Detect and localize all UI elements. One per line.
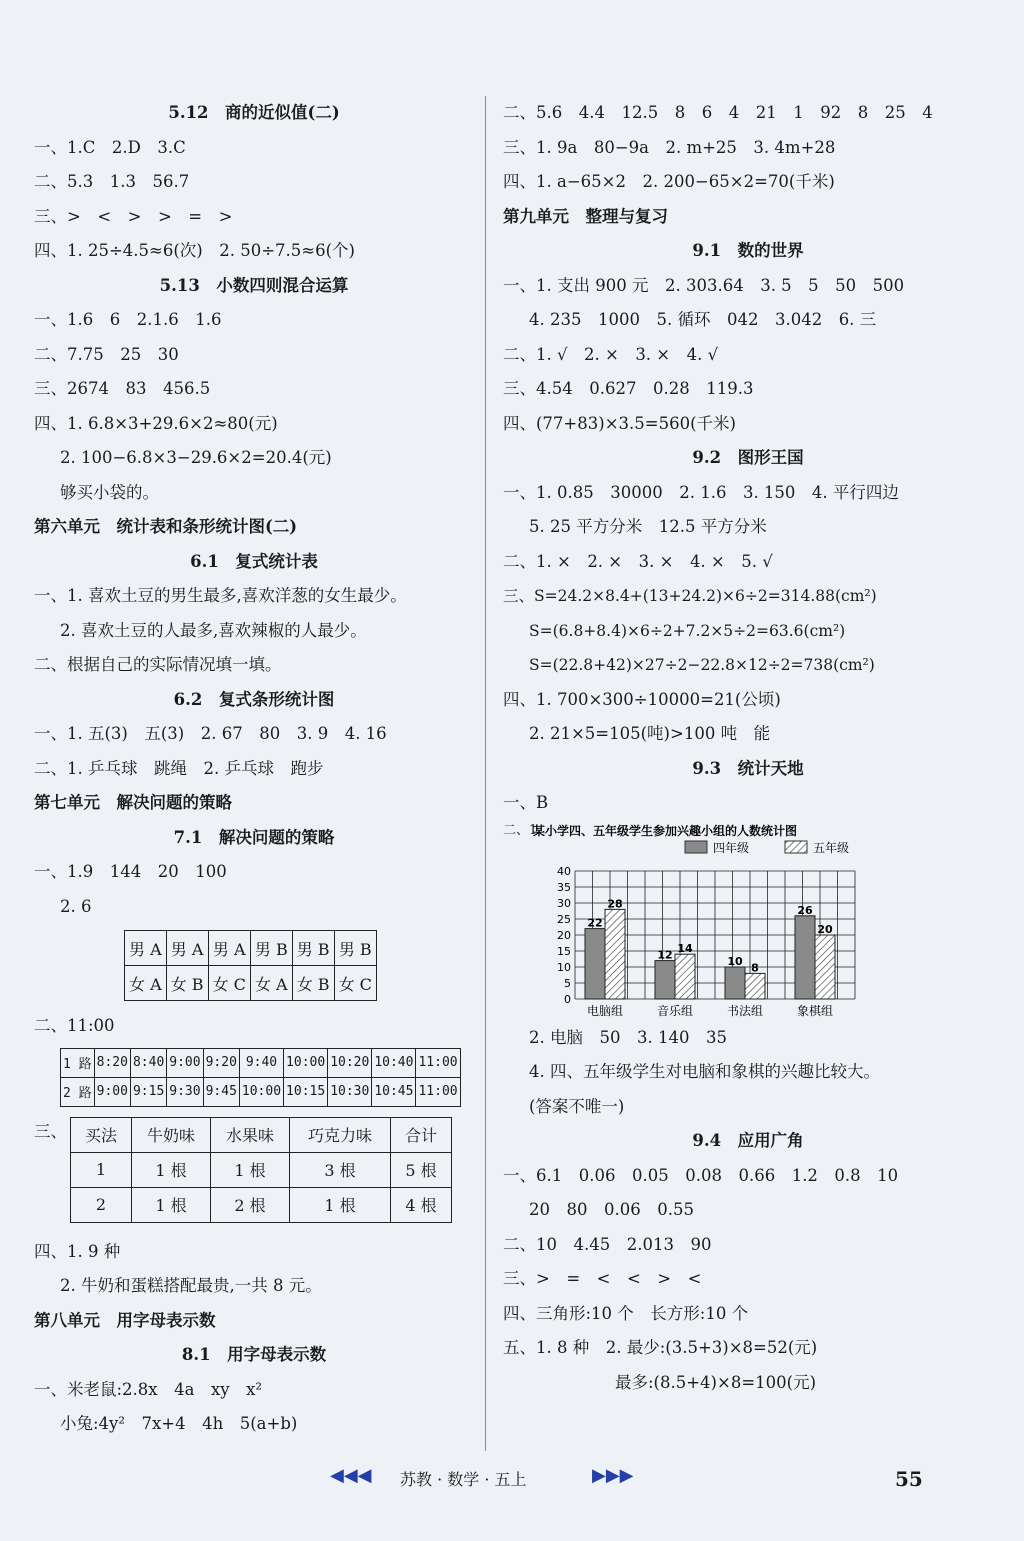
section-title: 8.1 用字母表示数 (181, 1345, 327, 1364)
answer-line: 二、1. √ 2. × 3. × 4. √ (503, 344, 719, 364)
table-cell: 4 根 (391, 1187, 452, 1222)
table-header-cell: 合计 (391, 1117, 452, 1152)
answer-line: 一、1.C 2.D 3.C (34, 137, 186, 157)
section-title: 5.12 商的近似值(二) (168, 103, 340, 122)
answer-line: 一、米老鼠:2.8x 4a xy x² (34, 1379, 262, 1399)
table-cell: 1 根 (132, 1152, 211, 1187)
x-tick-label: 象棋组 (796, 1003, 834, 1018)
table-cell: 5 根 (391, 1152, 452, 1187)
y-tick-label: 35 (557, 880, 571, 894)
table-cell: 9:15 (130, 1077, 166, 1106)
table-cell: 1 路 (61, 1048, 95, 1077)
table-cell: 10:15 (284, 1077, 328, 1106)
chart-title: 某小学四、五年级学生参加兴趣小组的人数统计图 (533, 823, 798, 838)
table-row (125, 931, 377, 966)
answer-line: 2. 电脑 50 3. 140 35 (529, 1027, 727, 1047)
table-cell: 1 (71, 1152, 132, 1187)
table-cell: 8:20 (94, 1048, 130, 1077)
answer-line: 一、1.9 144 20 100 (34, 862, 227, 881)
table-cell: 9:20 (203, 1048, 239, 1077)
table-cell: 女 A (125, 966, 167, 1001)
table-cell: 10:40 (372, 1048, 416, 1077)
unit-title: 第七单元 解决问题的策略 (34, 793, 232, 812)
section-title: 9.2 图形王国 (692, 448, 804, 467)
data-label: 26 (797, 903, 813, 917)
table-row (71, 1187, 452, 1222)
table-cell: 10:00 (284, 1048, 328, 1077)
table-header-cell: 牛奶味 (132, 1117, 211, 1152)
y-tick-label: 25 (557, 912, 571, 926)
unit-title: 第九单元 整理与复习 (503, 206, 668, 226)
table-cell: 11:00 (416, 1077, 460, 1106)
answer-line: 三、2674 83 456.5 (34, 379, 211, 398)
answer-line: S=(6.8+8.4)×6÷2+7.2×5÷2=63.6(cm²) (529, 621, 846, 640)
table-cell: 10:00 (239, 1077, 283, 1106)
right-column (503, 96, 993, 1400)
legend-swatch-grade4 (685, 841, 707, 853)
bar-grade4 (655, 960, 675, 998)
answer-line: 二、10 4.45 2.013 90 (503, 1234, 712, 1254)
bar-grade5 (815, 935, 835, 999)
table-cell: 9:00 (94, 1077, 130, 1106)
bar-grade5 (745, 973, 765, 999)
answer-line: 二、根据自己的实际情况填一填。 (34, 655, 282, 674)
table-cell: 男 A (208, 931, 250, 966)
footer-label: 苏教 · 数学 · 五上 (400, 1470, 527, 1489)
answer-line: 四、三角形:10 个 长方形:10 个 (503, 1303, 749, 1323)
bar-grade4 (725, 967, 745, 999)
table-cell: 1 根 (132, 1187, 211, 1222)
table-cell: 男 B (292, 931, 334, 966)
answer-line: 一、1. 0.85 30000 2. 1.6 3. 150 4. 平行四边 (503, 482, 899, 502)
table-cell: 10:20 (328, 1048, 372, 1077)
table-cell: 男 B (250, 931, 292, 966)
answer-line: 二、1. 乒乓球 跳绳 2. 乒乓球 跑步 (34, 758, 324, 778)
pairing-table (124, 930, 377, 1001)
table-cell: 10:30 (328, 1077, 372, 1106)
table-cell: 3 根 (290, 1152, 391, 1187)
chart-plot-area (557, 865, 855, 1018)
table-cell: 女 B (166, 966, 208, 1001)
chart-legend (685, 840, 849, 855)
answer-line: S=(22.8+42)×27÷2−22.8×12÷2=738(cm²) (529, 656, 875, 674)
table-cell: 女 A (250, 966, 292, 1001)
bar-grade4 (585, 928, 605, 998)
table-cell: 1 根 (211, 1152, 290, 1187)
section-title: 6.2 复式条形统计图 (173, 689, 335, 709)
y-tick-label: 0 (564, 992, 571, 1006)
answer-line: 2. 喜欢土豆的人最多,喜欢辣椒的人最少。 (60, 620, 367, 640)
bar-grade5 (605, 909, 625, 999)
answer-line: 四、1. 700×300÷10000=21(公顷) (503, 689, 781, 709)
table-cell: 10:45 (372, 1077, 416, 1106)
table-cell: 男 A (125, 931, 167, 966)
answer-line: 20 80 0.06 0.55 (529, 1200, 694, 1219)
table-cell: 9:45 (203, 1077, 239, 1106)
table-header-cell: 买法 (71, 1117, 132, 1152)
table-cell: 9:00 (167, 1048, 203, 1077)
answer-line: 一、1. 五(3) 五(3) 2. 67 80 3. 9 4. 16 (34, 724, 387, 743)
table-cell: 女 B (292, 966, 334, 1001)
x-tick-label: 音乐组 (656, 1003, 694, 1018)
answer-line: 一、1. 喜欢土豆的男生最多,喜欢洋葱的女生最少。 (34, 586, 407, 605)
answer-line: 够买小袋的。 (60, 482, 159, 502)
answer-line: 二、1. × 2. × 3. × 4. × 5. √ (503, 551, 773, 571)
answer-line: 三、4.54 0.627 0.28 119.3 (503, 379, 754, 398)
buy-method-block (34, 1115, 474, 1235)
answer-line: 四、1. 25÷4.5≈6(次) 2. 50÷7.5≈6(个) (34, 241, 355, 260)
table-cell: 女 C (208, 966, 250, 1001)
answer-line: 一、1. 支出 900 元 2. 303.64 3. 5 5 50 500 (503, 275, 905, 295)
answer-line: 小兔:4y² 7x+4 4h 5(a+b) (60, 1414, 298, 1433)
bar-grade5 (675, 954, 695, 999)
data-label: 10 (727, 954, 743, 968)
answer-line: 二、7.75 25 30 (34, 344, 179, 364)
x-tick-label: 电脑组 (586, 1003, 624, 1018)
answer-line: 一、B (503, 793, 549, 812)
table-row (61, 1048, 461, 1077)
bar-chart (503, 821, 983, 1021)
section-title: 5.13 小数四则混合运算 (159, 275, 349, 295)
table-cell: 2 路 (61, 1077, 95, 1106)
bus-schedule-table (60, 1048, 461, 1107)
answer-line: 一、6.1 0.06 0.05 0.08 0.66 1.2 0.8 10 (503, 1165, 899, 1185)
table-cell: 男 A (166, 931, 208, 966)
y-tick-label: 30 (557, 896, 571, 910)
data-label: 12 (657, 948, 673, 962)
answer-line: 4. 四、五年级学生对电脑和象棋的兴趣比较大。 (529, 1062, 880, 1081)
table-cell: 9:30 (167, 1077, 203, 1106)
page-footer (0, 1457, 1024, 1497)
table-header-cell: 水果味 (211, 1117, 290, 1152)
y-tick-label: 5 (564, 976, 571, 990)
left-arrows-icon: ◀◀◀ (330, 1465, 372, 1486)
unit-title: 第六单元 统计表和条形统计图(二) (34, 517, 298, 536)
answer-line: 5. 25 平方分米 12.5 平方分米 (529, 517, 767, 536)
table-cell: 9:40 (239, 1048, 283, 1077)
answer-line: 2. 100−6.8×3−29.6×2=20.4(元) (60, 448, 332, 467)
legend-label-grade4: 四年级 (713, 840, 750, 855)
table-row (71, 1152, 452, 1187)
answer-line: 四、1. a−65×2 2. 200−65×2=70(千米) (503, 172, 835, 191)
answer-line: 最多:(8.5+4)×8=100(元) (615, 1372, 817, 1392)
answer-line: 2. 牛奶和蛋糕搭配最贵,一共 8 元。 (60, 1276, 322, 1295)
answer-line: 三、> < > > = > (34, 206, 233, 226)
table-cell: 女 C (334, 966, 376, 1001)
page-number: 55 (895, 1467, 923, 1491)
answer-line: 2. 6 (60, 896, 92, 916)
table-cell: 2 (71, 1187, 132, 1222)
data-label: 28 (607, 896, 623, 910)
answer-line: 三、S=24.2×8.4+(13+24.2)×6÷2=314.88(cm²) (503, 587, 877, 605)
table-cell: 11:00 (416, 1048, 460, 1077)
table-row (125, 966, 377, 1001)
answer-line: 四、1. 6.8×3+29.6×2≈80(元) (34, 413, 278, 433)
answer-line: 一、1.6 6 2.1.6 1.6 (34, 310, 222, 329)
answer-line: 二、1. (503, 822, 542, 838)
chart-block (503, 821, 993, 1021)
answer-line: (答案不唯一) (529, 1096, 625, 1116)
left-column (34, 96, 474, 1442)
x-tick-label: 书法组 (726, 1003, 764, 1018)
table-cell: 男 B (334, 931, 376, 966)
y-tick-label: 10 (557, 960, 571, 974)
unit-title: 第八单元 用字母表示数 (34, 1310, 216, 1330)
section-title: 6.1 复式统计表 (190, 551, 318, 571)
section-title: 9.4 应用广角 (692, 1131, 804, 1150)
buy-method-table (70, 1117, 452, 1223)
column-divider (485, 96, 486, 1451)
table-row (71, 1117, 452, 1152)
answer-line: 四、(77+83)×3.5=560(千米) (503, 413, 736, 433)
answer-line: 4. 235 1000 5. 循环 042 3.042 6. 三 (529, 310, 877, 329)
data-label: 8 (751, 960, 759, 974)
data-label: 20 (817, 922, 833, 936)
y-tick-label: 20 (557, 928, 571, 942)
answer-line: 四、1. 9 种 (34, 1241, 121, 1261)
answer-line: 二、11:00 (34, 1016, 115, 1035)
answer-line: 三、> = < < > < (503, 1269, 702, 1288)
table-row (61, 1077, 461, 1106)
table-cell: 8:40 (130, 1048, 166, 1077)
answer-line: 三、 (34, 1121, 67, 1141)
y-tick-label: 40 (557, 864, 571, 878)
y-tick-label: 15 (557, 944, 571, 958)
legend-swatch-grade5 (785, 841, 807, 853)
bar-grade4 (795, 915, 815, 998)
answer-line: 2. 21×5=105(吨)>100 吨 能 (529, 724, 771, 743)
answer-line: 五、1. 8 种 2. 最少:(3.5+3)×8=52(元) (503, 1338, 818, 1357)
section-title: 9.1 数的世界 (692, 241, 804, 260)
table-cell: 1 根 (290, 1187, 391, 1222)
answer-line: 二、5.3 1.3 56.7 (34, 172, 190, 191)
data-label: 14 (677, 941, 693, 955)
section-title: 7.1 解决问题的策略 (173, 827, 335, 847)
right-arrows-icon: ▶▶▶ (592, 1465, 634, 1486)
data-label: 22 (587, 916, 603, 930)
answer-line: 二、5.6 4.4 12.5 8 6 4 21 1 92 8 25 4 (503, 103, 933, 122)
table-header-cell: 巧克力味 (290, 1117, 391, 1152)
section-title: 9.3 统计天地 (692, 758, 804, 778)
answer-line: 三、1. 9a 80−9a 2. m+25 3. 4m+28 (503, 137, 836, 157)
legend-label-grade5: 五年级 (813, 840, 850, 855)
table-cell: 2 根 (211, 1187, 290, 1222)
